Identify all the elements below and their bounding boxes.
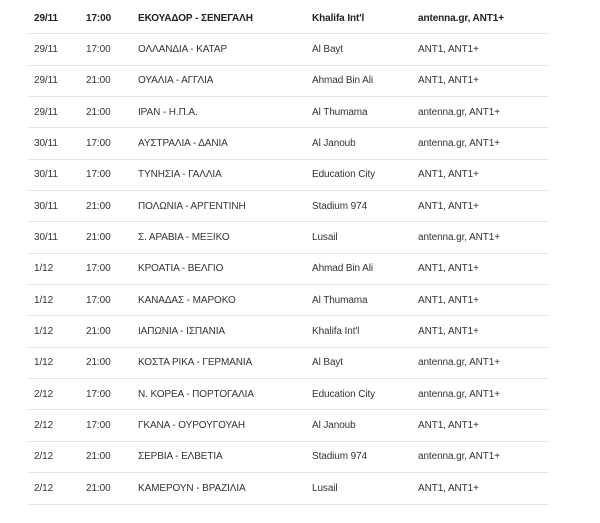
match-time: 17:00 <box>86 294 111 306</box>
match-date: 30/11 <box>34 138 58 150</box>
match-venue: Al Janoub <box>312 420 356 432</box>
match-teams: ΟΛΛΑΝΔΙΑ - ΚΑΤΑΡ <box>138 44 228 56</box>
match-teams: ΕΚΟΥΑΔΟΡ - ΣΕΝΕΓΑΛΗ <box>138 12 253 24</box>
table-row <box>28 410 549 441</box>
match-broadcaster: ANT1, ANT1+ <box>418 263 479 275</box>
match-teams: ΣΕΡΒΙΑ - ΕΛΒΕΤΙΑ <box>138 451 223 463</box>
match-time: 21:00 <box>86 451 111 463</box>
table-row <box>28 379 549 410</box>
match-broadcaster: antenna.gr, ANT1+ <box>418 357 500 369</box>
match-broadcaster: ANT1, ANT1+ <box>418 169 479 181</box>
match-teams: ΚΑΜΕΡΟΥΝ - ΒΡΑΖΙΛΙΑ <box>138 482 246 494</box>
match-venue: Khalifa Int'l <box>312 326 360 338</box>
table-row <box>28 128 549 159</box>
match-teams: Σ. ΑΡΑΒΙΑ - ΜΕΞΙΚΟ <box>138 232 230 244</box>
match-date: 2/12 <box>34 420 54 432</box>
match-date: 1/12 <box>34 294 54 306</box>
match-venue: Stadium 974 <box>312 200 368 212</box>
match-time: 21:00 <box>86 482 111 494</box>
match-venue: Khalifa Int'l <box>312 12 365 24</box>
match-teams: ΚΟΣΤΑ ΡΙΚΑ - ΓΕΡΜΑΝΙΑ <box>138 357 253 369</box>
table-row <box>28 348 549 379</box>
match-broadcaster: antenna.gr, ANT1+ <box>418 451 500 463</box>
match-date: 29/11 <box>34 75 58 87</box>
match-broadcaster: ANT1, ANT1+ <box>418 294 479 306</box>
match-teams: Ν. ΚΟΡΕΑ - ΠΟΡΤΟΓΑΛΙΑ <box>138 388 254 400</box>
match-date: 2/12 <box>34 482 54 494</box>
match-broadcaster: ANT1, ANT1+ <box>418 44 479 56</box>
match-time: 17:00 <box>86 388 111 400</box>
table-row <box>28 473 549 504</box>
match-date: 30/11 <box>34 169 58 181</box>
match-date: 1/12 <box>34 326 54 338</box>
match-broadcaster: ANT1, ANT1+ <box>418 200 479 212</box>
match-time: 17:00 <box>86 169 111 181</box>
table-row <box>28 34 549 65</box>
table-row <box>28 442 549 473</box>
match-teams: ΓΚΑΝΑ - ΟΥΡΟΥΓΟΥΑΗ <box>138 420 245 432</box>
match-teams: ΙΑΠΩΝΙΑ - ΙΣΠΑΝΙΑ <box>138 326 225 338</box>
match-venue: Lusail <box>312 232 338 244</box>
match-date: 30/11 <box>34 200 58 212</box>
match-teams: ΠΟΛΩΝΙΑ - ΑΡΓΕΝΤΙΝΗ <box>138 200 246 212</box>
table-row <box>28 316 549 347</box>
match-time: 17:00 <box>86 12 112 24</box>
match-teams: ΚΑΝΑΔΑΣ - ΜΑΡΟΚΟ <box>138 294 236 306</box>
match-broadcaster: ANT1, ANT1+ <box>418 75 479 87</box>
match-date: 30/11 <box>34 232 58 244</box>
match-venue: Al Bayt <box>312 357 343 369</box>
match-time: 17:00 <box>86 44 111 56</box>
match-venue: Al Bayt <box>312 44 343 56</box>
match-date: 1/12 <box>34 263 54 275</box>
match-teams: ΙΡΑΝ - Η.Π.Α. <box>138 106 198 118</box>
match-venue: Stadium 974 <box>312 451 368 463</box>
match-time: 21:00 <box>86 326 111 338</box>
match-venue: Al Thumama <box>312 106 368 118</box>
match-broadcaster: ANT1, ANT1+ <box>418 482 479 494</box>
match-broadcaster: antenna.gr, ANT1+ <box>418 138 500 150</box>
match-schedule-table <box>28 3 549 505</box>
match-venue: Al Thumama <box>312 294 368 306</box>
match-venue: Lusail <box>312 482 338 494</box>
match-time: 17:00 <box>86 420 111 432</box>
match-date: 29/11 <box>34 106 58 118</box>
match-date: 29/11 <box>34 44 58 56</box>
match-time: 21:00 <box>86 357 111 369</box>
match-broadcaster: ANT1, ANT1+ <box>418 420 479 432</box>
match-time: 17:00 <box>86 263 111 275</box>
match-time: 21:00 <box>86 232 111 244</box>
match-venue: Education City <box>312 169 376 181</box>
table-row <box>28 66 549 97</box>
table-row <box>28 285 549 316</box>
match-broadcaster: antenna.gr, ANT1+ <box>418 388 500 400</box>
match-broadcaster: antenna.gr, ANT1+ <box>418 12 505 24</box>
table-row <box>28 3 549 34</box>
table-row <box>28 254 549 285</box>
table-row <box>28 222 549 253</box>
match-date: 1/12 <box>34 357 54 369</box>
table-row <box>28 191 549 222</box>
match-date: 2/12 <box>34 451 54 463</box>
match-broadcaster: antenna.gr, ANT1+ <box>418 106 500 118</box>
match-time: 21:00 <box>86 200 111 212</box>
match-date: 2/12 <box>34 388 54 400</box>
match-teams: ΚΡΟΑΤΙΑ - ΒΕΛΓΙΟ <box>138 263 224 275</box>
match-teams: ΤΥΝΗΣΙΑ - ΓΑΛΛΙΑ <box>138 169 222 181</box>
match-venue: Ahmad Bin Ali <box>312 75 373 87</box>
match-venue: Ahmad Bin Ali <box>312 263 373 275</box>
table-row <box>28 160 549 191</box>
match-broadcaster: ANT1, ANT1+ <box>418 326 479 338</box>
match-venue: Education City <box>312 388 376 400</box>
table-row <box>28 97 549 128</box>
match-date: 29/11 <box>34 12 58 24</box>
match-time: 21:00 <box>86 75 111 87</box>
match-time: 17:00 <box>86 138 111 150</box>
match-venue: Al Janoub <box>312 138 356 150</box>
match-broadcaster: antenna.gr, ANT1+ <box>418 232 500 244</box>
match-time: 21:00 <box>86 106 111 118</box>
match-teams: ΟΥΑΛΙΑ - ΑΓΓΛΙΑ <box>138 75 214 87</box>
match-teams: ΑΥΣΤΡΑΛΙΑ - ΔΑΝΙΑ <box>138 138 228 150</box>
